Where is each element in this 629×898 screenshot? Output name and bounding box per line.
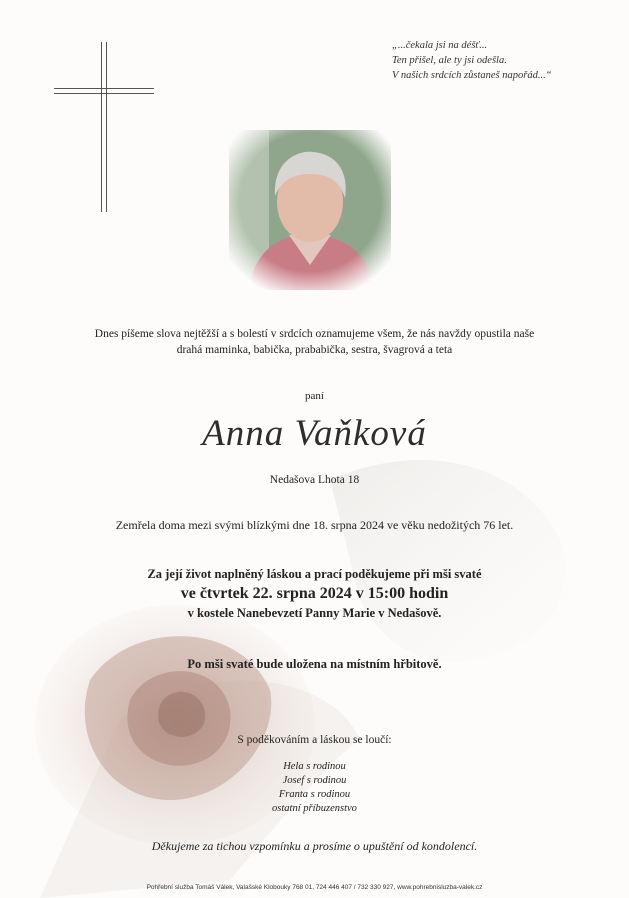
cross-icon xyxy=(101,42,102,212)
cross-icon-bar xyxy=(54,88,154,89)
quote-line: „...čekala jsi na déšť... xyxy=(392,40,488,51)
thanks-note: Děkujeme za tichou vzpomínku a prosíme o upuštění od kondolencí. xyxy=(151,839,478,853)
honorific: paní xyxy=(305,390,324,402)
quote-line: Ten přišel, ale ty jsi odešla. xyxy=(392,55,507,66)
mass-intro: Za její život naplněný láskou a prací poděkujeme při mši svaté xyxy=(147,567,482,581)
burial-notice: Po mši svaté bude uložena na místním hřbitově. xyxy=(187,657,442,671)
intro-text xyxy=(0,326,629,358)
deceased-name: Anna Vaňková xyxy=(202,413,427,454)
mourners-list xyxy=(0,760,629,816)
intro-line: Dnes píšeme slova nejtěžší a s bolestí v srdcích oznamujeme všem, že nás navždy opustila naše xyxy=(94,328,535,340)
funeral-service-footer: Pohřební služba Tomáš Válek, Valašské Klobouky 768 01, 724 446 407 / 732 330 927, www.pohrebnisluzba-valek.cz xyxy=(146,884,483,891)
farewell-line: S poděkováním a láskou se loučí: xyxy=(237,734,392,746)
quote-line: V našich srdcích zůstaneš napořád...“ xyxy=(392,70,552,81)
portrait-photo xyxy=(229,130,391,290)
cross-icon-line xyxy=(106,42,107,212)
death-notice: Zemřela doma mezi svými blízkými dne 18. srpna 2024 ve věku nedožitých 76 let. xyxy=(115,518,514,532)
mass-location: v kostele Nanebevzetí Panny Marie v Nedašově. xyxy=(187,606,442,620)
mourner-item: ostatní příbuzenstvo xyxy=(272,803,357,814)
mourner-item: Josef s rodinou xyxy=(282,775,347,786)
mourner-item: Hela s rodinou xyxy=(283,761,346,772)
intro-line: drahá maminka, babička, prababička, sestra, švagrová a teta xyxy=(176,344,453,356)
mourner-item: Franta s rodinou xyxy=(278,789,351,800)
cross-icon-bar xyxy=(54,93,154,94)
mass-date: ve čtvrtek 22. srpna 2024 v 15:00 hodin xyxy=(180,585,449,602)
address: Nedašova Lhota 18 xyxy=(269,474,360,486)
memorial-quote xyxy=(392,38,552,83)
